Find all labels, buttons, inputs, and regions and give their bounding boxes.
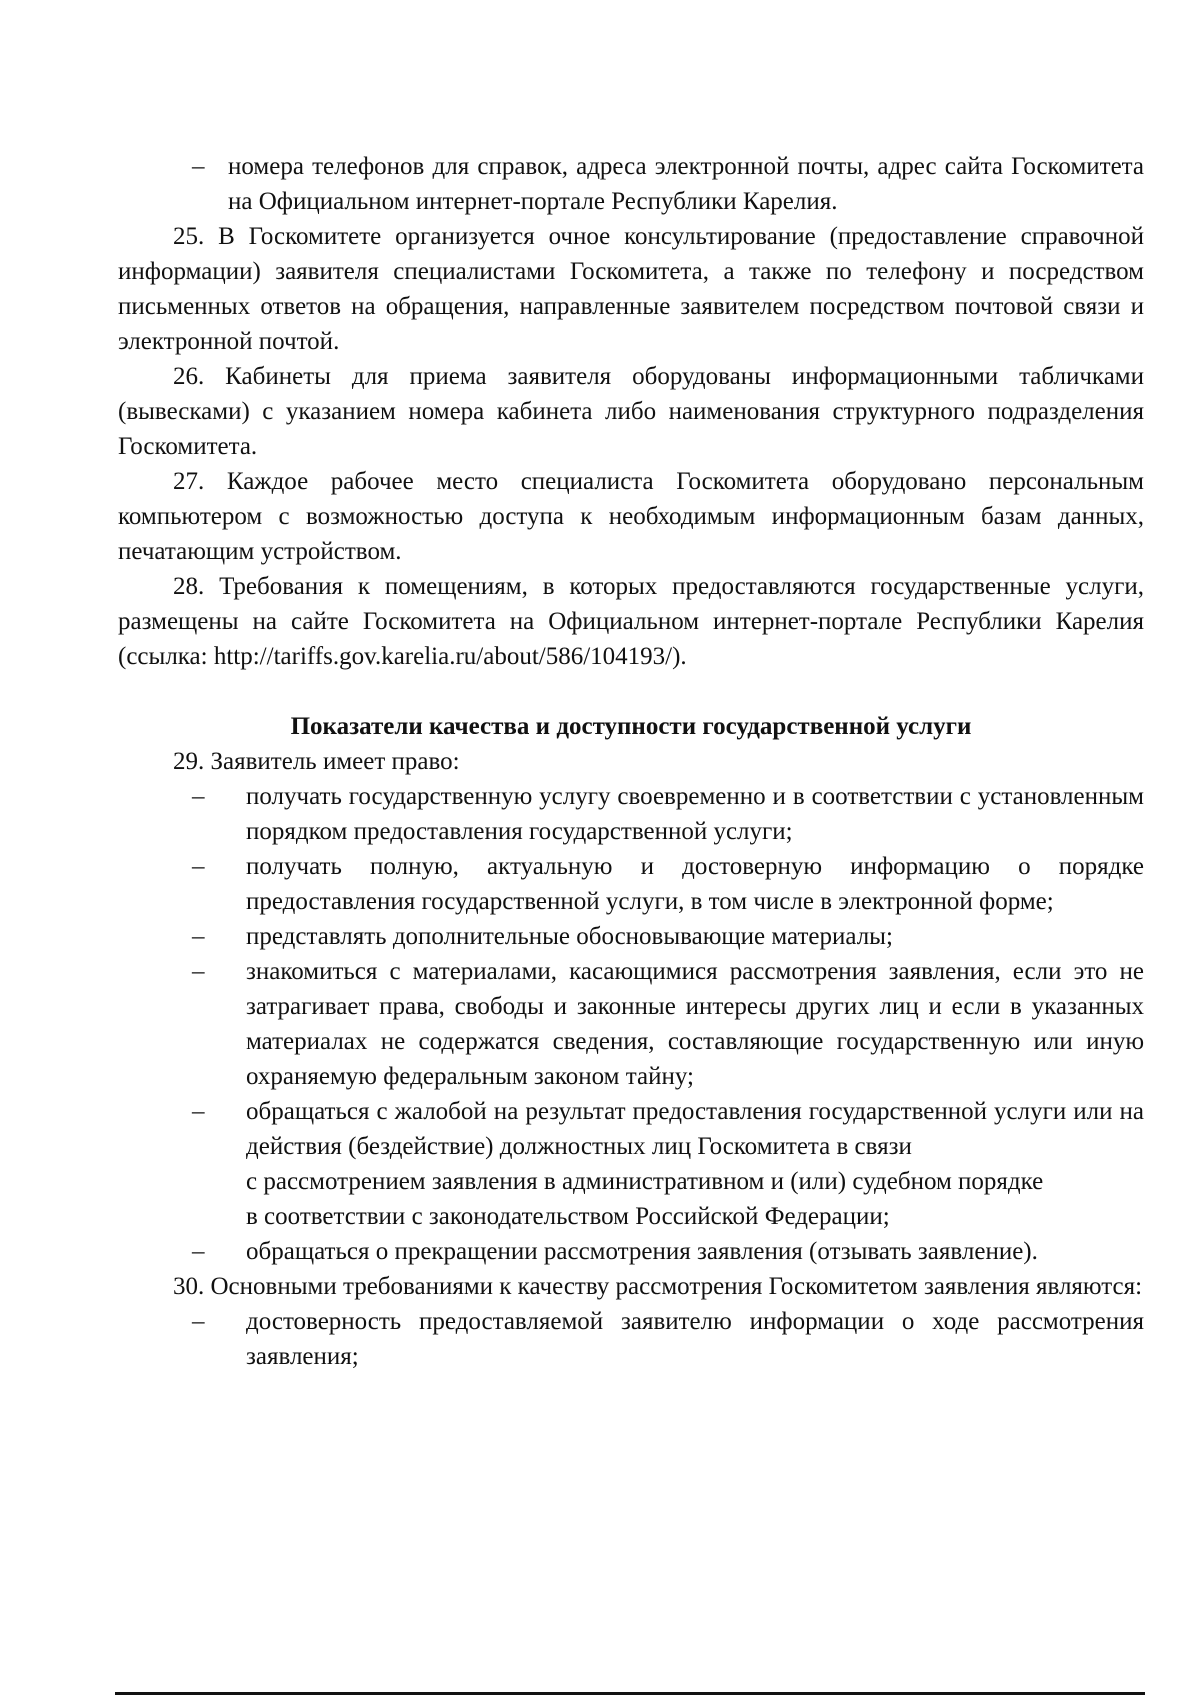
dash-marker: – xyxy=(192,923,205,950)
page-bottom-rule xyxy=(115,1692,1145,1695)
list-item-requirement-1: – достоверность предоставляемой заявителю информации о ходе рассмотрения заявления; xyxy=(118,1304,1144,1374)
dash-marker: – xyxy=(192,1098,205,1125)
section-heading: Показатели качества и доступности государственной услуги xyxy=(290,713,972,740)
paragraph-27: 27. Каждое рабочее место специалиста Госкомитета оборудовано персональным компьютером с возможностью доступа к необходимым информационным базам данных, печатающим устройством. xyxy=(118,468,1144,565)
list-item-right-5-continued: с рассмотрением заявления в административном и (или) судебном порядке xyxy=(246,1168,1044,1195)
list-item-right-2: – получать полную, актуальную и достоверную информацию о порядке предоставления государственной услуги, в том числе в электронной форме; xyxy=(118,849,1144,919)
paragraph-29: 29. Заявитель имеет право: xyxy=(173,748,460,775)
list-item-right-1: – получать государственную услугу своевременно и в соответствии с установленным порядком предоставления государственной услуги; xyxy=(118,779,1144,849)
list-item-right-3: – представлять дополнительные обосновывающие материалы; xyxy=(118,919,1144,954)
list-item-right-5-continued: в соответствии с законодательством Российской Федерации; xyxy=(246,1203,890,1230)
list-item-right-6: – обращаться о прекращении рассмотрения заявления (отзывать заявление). xyxy=(118,1234,1144,1269)
dash-marker: – xyxy=(192,958,205,985)
list-item-right-4: – знакомиться с материалами, касающимися рассмотрения заявления, если это не затрагивает права, свободы и законные интересы других лиц и если в указанных материалах не содержатся сведения, составляющие государственную или иную охраняемую федеральным законом тайну; xyxy=(118,954,1144,1094)
dash-marker: – xyxy=(192,1238,205,1265)
dash-marker: – xyxy=(192,153,205,180)
dash-marker: – xyxy=(192,853,205,880)
paragraph-26: 26. Кабинеты для приема заявителя оборудованы информационными табличками (вывесками) с указанием номера кабинета либо наименования структурного подразделения Госкомитета. xyxy=(118,363,1144,460)
paragraph-28: 28. Требования к помещениям, в которых предоставляются государственные услуги, размещены на сайте Госкомитета на Официальном интернет-портале Республики Карелия (ссылка: http://tariffs.gov.karelia.ru/about/586/104193/). xyxy=(118,573,1144,670)
paragraph-25: 25. В Госкомитете организуется очное консультирование (предоставление справочной информации) заявителя специалистами Госкомитета, а также по телефону и посредством письменных ответов на обращения, направленные заявителем посредством почтовой связи и электронной почтой. xyxy=(118,223,1144,355)
page-text-column xyxy=(118,149,1144,1374)
list-item-right-5: – обращаться с жалобой на результат предоставления государственной услуги или на действия (бездействие) должностных лиц Госкомитета в связи xyxy=(118,1094,1144,1164)
list-item-contacts: – номера телефонов для справок, адреса электронной почты, адрес сайта Госкомитета на Официальном интернет-портале Республики Карелия. xyxy=(118,149,1144,219)
dash-marker: – xyxy=(192,783,205,810)
paragraph-30: 30. Основными требованиями к качеству рассмотрения Госкомитетом заявления являются: xyxy=(173,1273,1143,1300)
dash-marker: – xyxy=(192,1308,205,1335)
